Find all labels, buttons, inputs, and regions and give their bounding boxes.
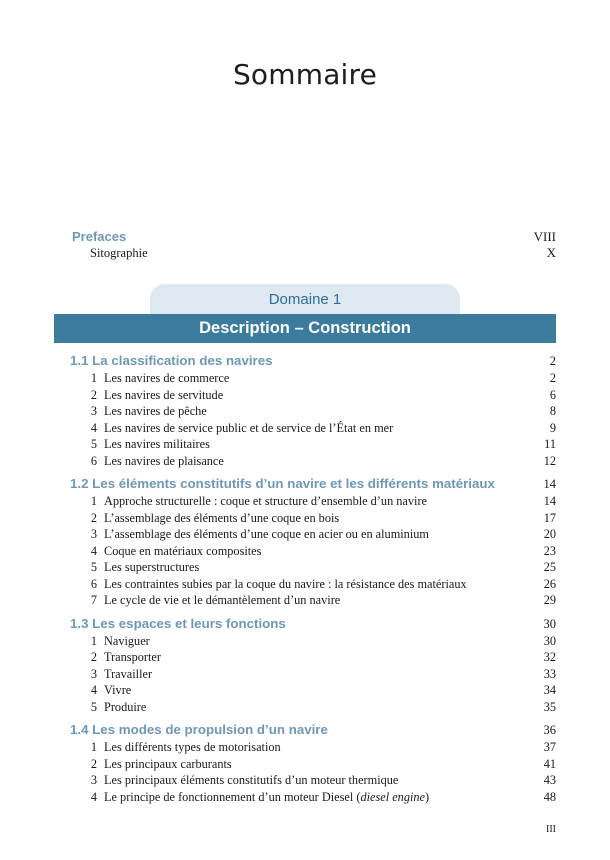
toc-entry[interactable] bbox=[70, 420, 556, 437]
toc-entry[interactable] bbox=[70, 436, 556, 453]
sitographie-row[interactable] bbox=[72, 245, 556, 261]
entry-number: 4 bbox=[90, 543, 97, 558]
entry-title: Le principe de fonctionnement d’un moteur Diesel (diesel engine) bbox=[104, 789, 430, 804]
entry-page: 12 bbox=[543, 453, 556, 468]
toc-entry[interactable] bbox=[70, 559, 556, 576]
entry-number: 7 bbox=[90, 593, 97, 607]
section-page: 30 bbox=[543, 616, 556, 631]
table-of-contents bbox=[70, 350, 556, 810]
entry-title-text: Les navires militaires bbox=[104, 437, 210, 451]
entry-number: 1 bbox=[90, 633, 97, 648]
entry-title-italic: diesel engine bbox=[360, 789, 425, 804]
entry-title bbox=[104, 649, 526, 666]
entry-number: 5 bbox=[90, 699, 97, 714]
entry-title bbox=[104, 526, 526, 543]
entry-title bbox=[104, 666, 526, 683]
toc-entry[interactable] bbox=[70, 370, 556, 387]
section-page: 36 bbox=[543, 723, 556, 737]
entry-page: 35 bbox=[543, 699, 556, 714]
entry-title bbox=[104, 772, 526, 789]
toc-entry[interactable] bbox=[70, 633, 556, 650]
entry-title bbox=[104, 699, 526, 716]
entry-page: 33 bbox=[543, 666, 556, 681]
entry-number: 5 bbox=[90, 437, 97, 451]
entry-title bbox=[104, 682, 526, 699]
entry-number: 1 bbox=[90, 371, 97, 385]
entry-title bbox=[104, 420, 526, 437]
section-title: 1.1 La classification des navires bbox=[70, 353, 273, 368]
entry-title-text: Approche structurelle : coque et structure d’ensemble d’un navire bbox=[104, 494, 428, 508]
entry-title-text: Les contraintes subies par la coque du navire : la résistance des matériaux bbox=[104, 576, 467, 591]
entry-page: 25 bbox=[543, 560, 556, 574]
toc-entry[interactable] bbox=[70, 649, 556, 666]
toc-entry[interactable] bbox=[70, 453, 556, 470]
entry-title-text: Les principaux carburants bbox=[104, 756, 232, 771]
toc-entry[interactable] bbox=[70, 403, 556, 420]
toc-entry[interactable] bbox=[70, 526, 556, 543]
prefaces-label: Prefaces bbox=[72, 229, 127, 244]
entry-title bbox=[104, 493, 526, 510]
toc-entry[interactable] bbox=[70, 756, 556, 773]
entry-title-text: Les navires de pêche bbox=[104, 404, 207, 418]
page-title: Sommaire bbox=[232, 58, 378, 91]
entry-page: 20 bbox=[543, 527, 556, 541]
entry-number: 3 bbox=[90, 404, 97, 418]
section-page: 2 bbox=[549, 354, 556, 368]
entry-page: 23 bbox=[543, 543, 556, 558]
entry-title-text: Les superstructures bbox=[104, 560, 200, 574]
entry-number: 1 bbox=[90, 494, 97, 508]
entry-number: 4 bbox=[90, 420, 97, 435]
entry-title bbox=[104, 559, 526, 576]
toc-section bbox=[70, 474, 556, 609]
toc-entry[interactable] bbox=[70, 576, 556, 593]
entry-title bbox=[104, 403, 526, 420]
entry-number: 3 bbox=[90, 666, 97, 681]
entry-title-text: Produire bbox=[104, 699, 147, 714]
entry-title-text: Les différents types de motorisation bbox=[104, 740, 281, 754]
toc-entry[interactable] bbox=[70, 789, 556, 806]
entry-title bbox=[104, 633, 526, 650]
domain-tab: Domaine 1 bbox=[150, 284, 460, 314]
entry-title-text: Le cycle de vie et le démantèlement d’un navire bbox=[104, 593, 341, 607]
entry-title-text: Transporter bbox=[104, 650, 161, 664]
entry-title-text: Travailler bbox=[104, 666, 153, 681]
entry-title-text: Les navires de service public et de service de l’État en mer bbox=[104, 420, 394, 435]
entry-number: 2 bbox=[90, 510, 97, 525]
toc-entry[interactable] bbox=[70, 543, 556, 560]
entry-page: 17 bbox=[543, 510, 556, 525]
entry-number: 2 bbox=[90, 756, 97, 771]
toc-section bbox=[70, 614, 556, 716]
entry-title-text: Naviguer bbox=[104, 633, 150, 648]
sitographie-page: X bbox=[546, 245, 556, 260]
section-title: 1.4 Les modes de propulsion d’un navire bbox=[70, 722, 328, 737]
entry-page: 2 bbox=[549, 371, 556, 385]
entry-title-text: Les navires de commerce bbox=[104, 371, 230, 385]
entry-title bbox=[104, 387, 526, 404]
toc-entry[interactable] bbox=[70, 772, 556, 789]
entry-page: 26 bbox=[543, 576, 556, 591]
entry-number: 3 bbox=[90, 773, 97, 787]
entry-page: 32 bbox=[543, 650, 556, 664]
entry-page: 37 bbox=[543, 740, 556, 754]
toc-entry[interactable] bbox=[70, 510, 556, 527]
entry-number: 2 bbox=[90, 650, 97, 664]
entry-title bbox=[104, 370, 526, 387]
entry-title-text: Les navires de plaisance bbox=[104, 453, 224, 468]
entry-number: 3 bbox=[90, 527, 97, 541]
entry-title bbox=[104, 756, 526, 773]
entry-title bbox=[104, 436, 526, 453]
page-number: III bbox=[546, 824, 556, 835]
entry-page: 43 bbox=[543, 773, 556, 787]
section-page: 14 bbox=[543, 477, 556, 491]
entry-page: 41 bbox=[543, 756, 556, 771]
entry-title-text: L’assemblage des éléments d’une coque en bois bbox=[104, 510, 340, 525]
sitographie-label: Sitographie bbox=[90, 246, 148, 260]
toc-entry[interactable] bbox=[70, 682, 556, 699]
entry-page: 29 bbox=[543, 593, 556, 607]
toc-entry[interactable] bbox=[70, 592, 556, 609]
toc-section bbox=[70, 720, 556, 805]
entry-title bbox=[104, 592, 526, 609]
toc-entry[interactable] bbox=[70, 387, 556, 404]
section-heading[interactable] bbox=[70, 351, 556, 370]
entry-title-text: Vivre bbox=[104, 683, 132, 697]
entry-page: 30 bbox=[543, 633, 556, 648]
toc-entry[interactable] bbox=[70, 699, 556, 716]
entry-page: 6 bbox=[549, 387, 556, 402]
entry-number: 2 bbox=[90, 387, 97, 402]
entry-title-text: Coque en matériaux composites bbox=[104, 543, 262, 558]
section-heading[interactable] bbox=[70, 614, 556, 633]
entry-number: 4 bbox=[90, 683, 97, 697]
entry-page: 14 bbox=[543, 494, 556, 508]
prefaces-page: VIII bbox=[533, 229, 556, 244]
entry-title-text: Le principe de fonctionnement d’un moteur Diesel bbox=[104, 789, 354, 804]
entry-title-text: Les navires de servitude bbox=[104, 387, 224, 402]
entry-number: 6 bbox=[90, 453, 97, 468]
section-heading[interactable] bbox=[70, 720, 556, 739]
entry-title bbox=[104, 510, 526, 527]
entry-title bbox=[104, 576, 526, 593]
entry-page: 11 bbox=[544, 437, 556, 451]
entry-title-text: Les principaux éléments constitutifs d’un moteur thermique bbox=[104, 773, 399, 787]
domain-title-bar: Description – Construction bbox=[54, 314, 556, 343]
entry-page: 34 bbox=[543, 683, 556, 697]
entry-number: 5 bbox=[90, 560, 97, 574]
entry-title bbox=[104, 453, 526, 470]
toc-entry[interactable] bbox=[70, 493, 556, 510]
entry-title bbox=[104, 739, 526, 756]
section-title: 1.2 Les éléments constitutifs d’un navire et les différents matériaux bbox=[70, 476, 495, 491]
toc-entry[interactable] bbox=[70, 739, 556, 756]
entry-number: 6 bbox=[90, 576, 97, 591]
section-title: 1.3 Les espaces et leurs fonctions bbox=[70, 615, 286, 631]
entry-page: 48 bbox=[543, 789, 556, 804]
prefaces-row[interactable] bbox=[72, 229, 556, 245]
entry-number: 4 bbox=[90, 789, 97, 804]
section-heading[interactable] bbox=[70, 474, 556, 493]
toc-section bbox=[70, 351, 556, 469]
toc-entry[interactable] bbox=[70, 666, 556, 683]
entry-page: 9 bbox=[549, 420, 556, 435]
entry-title bbox=[104, 543, 526, 560]
entry-page: 8 bbox=[549, 404, 556, 418]
entry-number: 1 bbox=[90, 740, 97, 754]
entry-title-text: L’assemblage des éléments d’une coque en acier ou en aluminium bbox=[104, 527, 429, 541]
